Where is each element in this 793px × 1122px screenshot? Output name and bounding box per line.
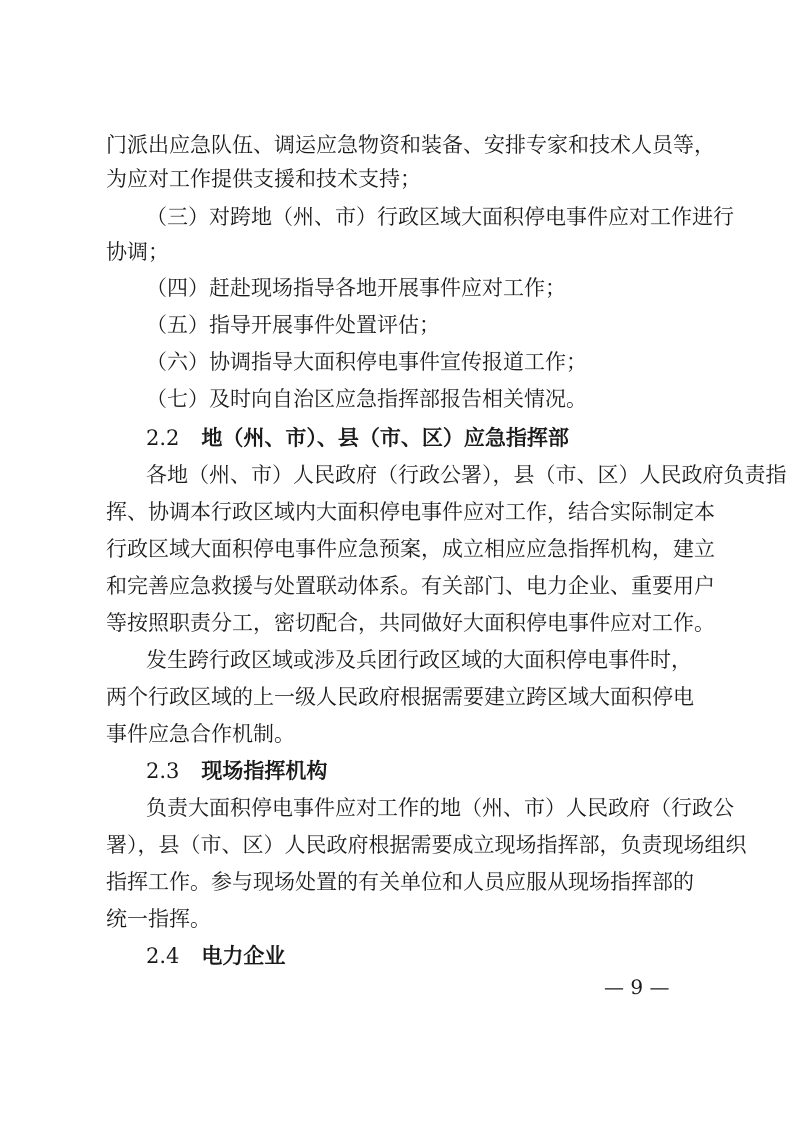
section-number: 2.2 <box>146 426 180 450</box>
section-heading-2-4 <box>146 941 285 971</box>
body-line: 发生跨行政区域或涉及兵团行政区域的大面积停电事件时， <box>146 648 692 672</box>
body-line: （五）指导开展事件处置评估； <box>146 313 440 337</box>
body-line: 协调； <box>106 240 169 264</box>
body-line: 门派出应急队伍、调运应急物资和装备、安排专家和技术人员等， <box>106 133 715 157</box>
body-line: （七）及时向自治区应急指挥部报告相关情况。 <box>146 387 587 411</box>
body-line: 两个行政区域的上一级人民政府根据需要建立跨区域大面积停电 <box>106 685 694 709</box>
body-line: 指挥工作。参与现场处置的有关单位和人员应服从现场指挥部的 <box>106 870 694 894</box>
section-title: 现场指挥机构 <box>201 759 328 783</box>
body-line: （三）对跨地（州、市）行政区域大面积停电事件应对工作进行 <box>146 205 734 229</box>
section-heading-2-2 <box>146 423 569 453</box>
body-line: 负责大面积停电事件应对工作的地（州、市）人民政府（行政公 <box>146 796 734 820</box>
body-line: 行政区域大面积停电事件应急预案，成立相应应急指挥机构，建立 <box>106 537 715 561</box>
section-heading-2-3 <box>146 756 327 786</box>
body-line: （六）协调指导大面积停电事件宣传报道工作； <box>146 350 587 374</box>
section-number: 2.3 <box>146 759 180 783</box>
body-line: 等按照职责分工，密切配合，共同做好大面积停电事件应对工作。 <box>106 611 715 635</box>
body-line: 各地（州、市）人民政府（行政公署），县（市、区）人民政府负责指 <box>146 463 787 487</box>
body-line: （四）赶赴现场指导各地开展事件应对工作； <box>146 276 566 300</box>
body-line: 署），县（市、区）人民政府根据需要成立现场指挥部，负责现场组织 <box>106 833 747 857</box>
body-line: 为应对工作提供支援和技术支持； <box>106 167 421 191</box>
body-line: 和完善应急救援与处置联动体系。有关部门、电力企业、重要用户 <box>106 574 715 598</box>
body-line: 统一指挥。 <box>106 907 211 931</box>
body-line: 挥、协调本行政区域内大面积停电事件应对工作，结合实际制定本 <box>106 500 715 524</box>
page-number: — 9 — <box>604 975 670 999</box>
body-line: 事件应急合作机制。 <box>106 722 295 746</box>
section-title: 电力企业 <box>201 944 286 968</box>
section-number: 2.4 <box>146 944 180 968</box>
section-title: 地（州、市）、县（市、区）应急指挥部 <box>201 426 569 450</box>
